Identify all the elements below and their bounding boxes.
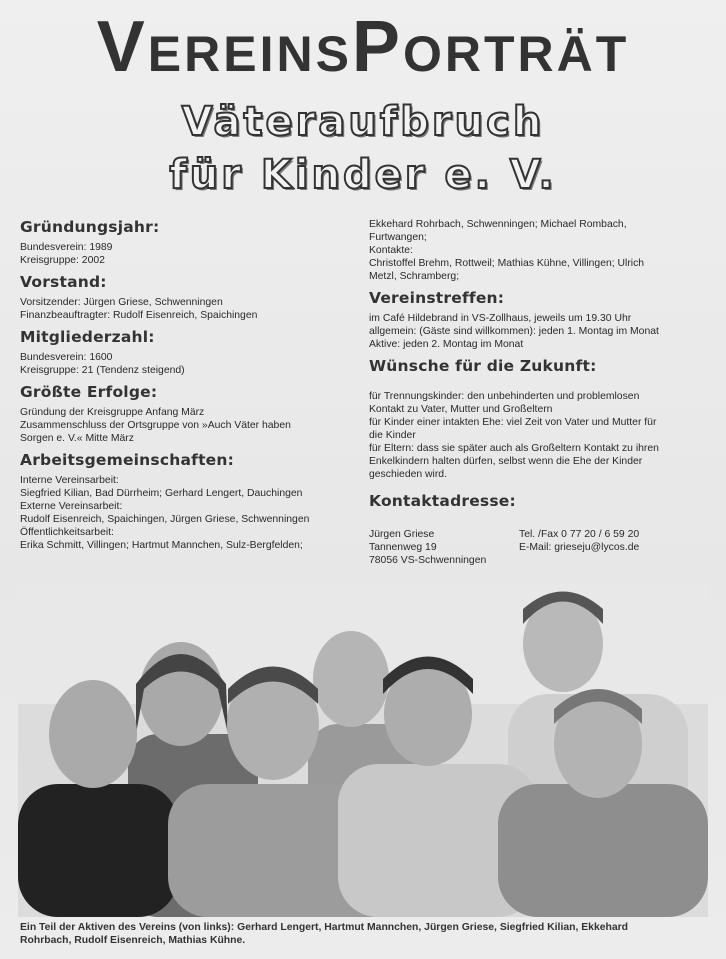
section-heading: Wünsche für die Zukunft: [369,357,597,375]
text-line: Vorsitzender: Jürgen Griese, Schwenningen [20,297,223,308]
masthead-title: VereinsPorträt [96,7,630,87]
text-line: Öffentlichkeitsarbeit: [20,527,114,538]
board-section [20,272,360,322]
section-heading: Arbeitsgemeinschaften: [20,451,235,469]
text-line: Bundesverein: 1989 [20,242,113,253]
contact-phone: Tel. /Fax 0 77 20 / 6 59 20 [519,529,640,540]
contact-name: Jürgen Griese [369,529,435,540]
wishes-section [369,356,709,481]
text-line: Interne Vereinsarbeit: [20,475,119,486]
section-heading: Mitgliederzahl: [20,328,155,346]
section-heading: Gründungsjahr: [20,218,160,236]
left-column [20,215,360,557]
right-column [369,218,709,515]
text-line: Furtwangen; [369,232,427,243]
text-line: geschieden wird. [369,469,447,480]
text-line: Metzl, Schramberg; [369,271,460,282]
group-photo [18,584,708,917]
text-line: für Trennungskinder: den unbehinderten und problemlosen [369,391,640,402]
text-line: Erika Schmitt, Villingen; Hartmut Mannchen, Sulz-Bergfelden; [20,540,303,551]
text-line: die Kinder [369,430,416,441]
text-line: Christoffel Brehm, Rottweil; Mathias Kühne, Villingen; Ulrich [369,258,645,269]
text-line: Finanzbeauftragter: Rudolf Eisenreich, Spaichingen [20,310,258,321]
contact-email: E-Mail: grieseju@lycos.de [519,542,640,553]
text-line: im Café Hildebrand in VS-Zollhaus, jeweils um 19.30 Uhr [369,313,632,324]
subtitle-line-2: für Kinder e. V. [169,152,557,198]
text-line: Zusammenschluss der Ortsgruppe von »Auch Väter haben [20,420,291,431]
group-photo-illustration [18,584,708,917]
working-groups-section [20,450,360,552]
text-line: Enkelkindern halten dürfen, selbst wenn die Ehe der Kinder [369,456,643,467]
contact-heading: Kontaktadresse: [369,492,516,510]
contact-city: 78056 VS-Schwenningen [369,555,487,566]
text-line: Kreisgruppe: 21 (Tendenz steigend) [20,365,185,376]
text-line: für Kinder einer intakten Ehe: viel Zeit von Vater und Mutter für [369,417,657,428]
text-line: Aktive: jeden 2. Montag im Monat [369,339,524,350]
text-line: allgemein: (Gäste sind willkommen): jeden 1. Montag im Monat [369,326,659,337]
subtitle-line-1: Väteraufbruch [181,99,545,145]
text-line: Rudolf Eisenreich, Spaichingen, Jürgen Griese, Schwenningen [20,514,310,525]
text-line: Kontakte: [369,245,413,256]
text-line: Bundesverein: 1600 [20,352,113,363]
caption-line: Ein Teil der Aktiven des Vereins (von links): Gerhard Lengert, Hartmut Mannchen, Jürgen Griese, Siegfried Kilian, Ekkehard [20,922,629,933]
text-line: Kontakt zu Vater, Mutter und Großeltern [369,404,553,415]
text-line: Sorgen e. V.« Mitte März [20,433,134,444]
photo-caption [20,921,710,947]
contact-address [369,528,519,567]
meetings-section [369,288,709,351]
section-heading: Vereinstreffen: [369,289,505,307]
contact-street: Tannenweg 19 [369,542,437,553]
section-heading: Vorstand: [20,273,107,291]
contact-details [519,528,709,554]
text-line: Gründung der Kreisgruppe Anfang März [20,407,205,418]
caption-line: Rohrbach, Rudolf Eisenreich, Mathias Kühne. [20,935,246,946]
text-line: für Eltern: dass sie später auch als Großeltern Kontakt zu ihren [369,443,659,454]
text-line: Ekkehard Rohrbach, Schwenningen; Michael Rombach, [369,219,627,230]
working-groups-continued [369,218,709,283]
members-section [20,327,360,377]
founding-section [20,217,360,267]
text-line: Siegfried Kilian, Bad Dürrheim; Gerhard Lengert, Dauchingen [20,488,303,499]
section-heading: Größte Erfolge: [20,383,158,401]
text-line: Externe Vereinsarbeit: [20,501,123,512]
successes-section [20,382,360,445]
text-line: Kreisgruppe: 2002 [20,255,105,266]
